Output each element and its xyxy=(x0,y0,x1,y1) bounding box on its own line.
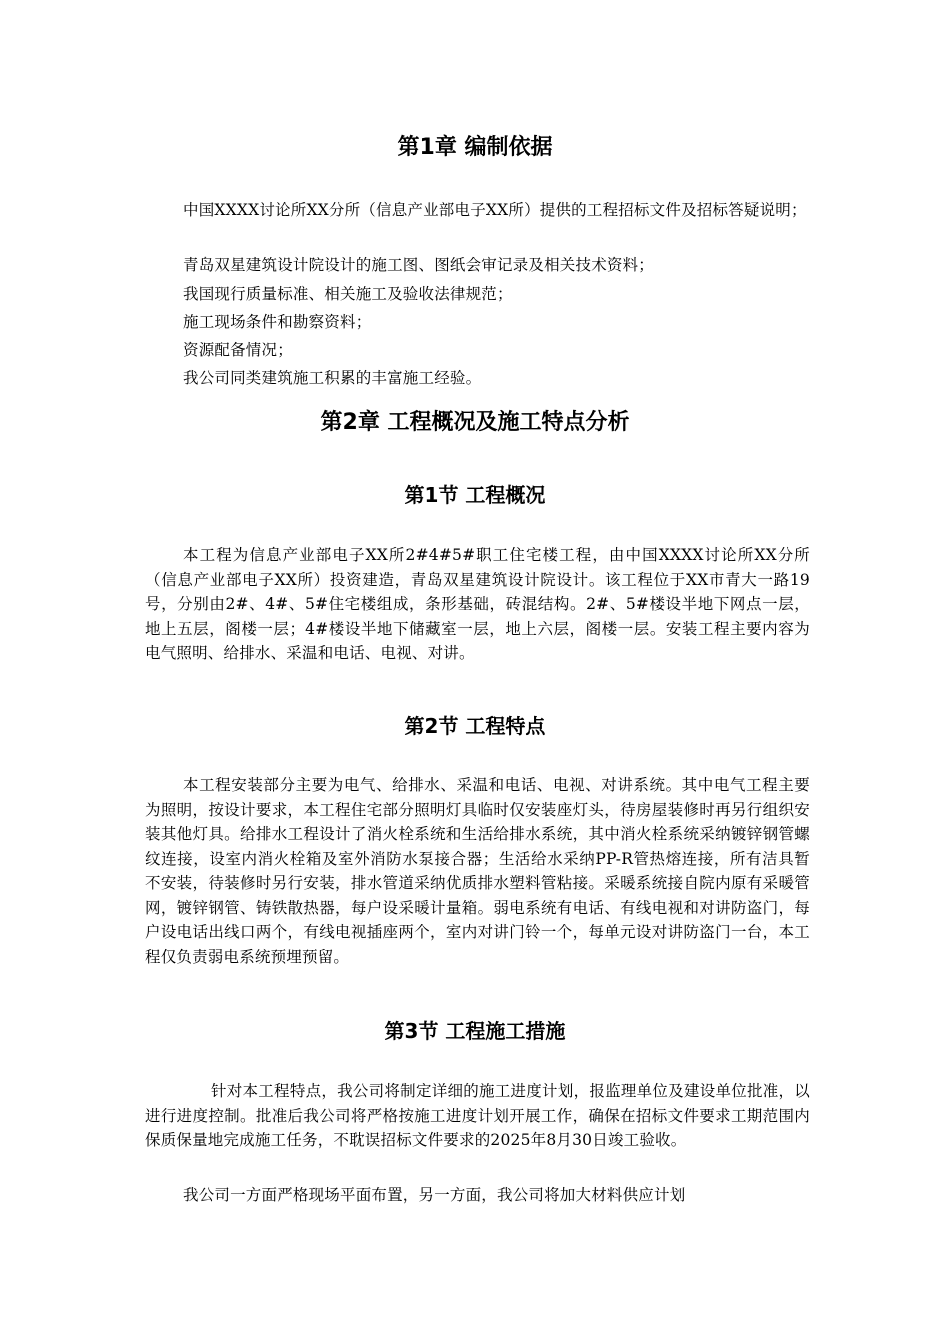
section-3-title: 第3节 工程施工措施 xyxy=(384,1019,566,1043)
basis-item-3: 我国现行质量标准、相关施工及验收法律规范； xyxy=(183,285,513,303)
section-1-text: 本工程为信息产业部电子XX所2#4#5#职工住宅楼工程，由中国XXXX讨论所XX分所（信息产业部电子XX所）投资建造，青岛双星建筑设计院设计。该工程位于XX市青大一路19号，分别由2#、4#、5#住宅楼组成，条形基础，砖混结构。2#、5#楼设半地下网点一层，地上五层，阁楼一层；4#楼设半地下储藏室一层，地上六层，阁楼一层。安装工程主要内容为电气照明、给排水、采温和电话、电视、对讲。 xyxy=(145,546,810,662)
section-2-title: 第2节 工程特点 xyxy=(404,714,546,738)
section-3-paragraph-1: 针对本工程特点，我公司将制定详细的施工进度计划，报监理单位及建设单位批准，以进行进度控制。批准后我公司将严格按施工进度计划开展工作，确保在招标文件要求工期范围内保质保量地完成施工任务，不耽误招标文件要求的2025年8月30日竣工验收。 xyxy=(145,1082,810,1149)
chapter-2-title: 第2章 工程概况及施工特点分析 xyxy=(320,410,630,435)
section-2-text: 本工程安装部分主要为电气、给排水、采温和电话、电视、对讲系统。其中电气工程主要为照明，按设计要求，本工程住宅部分照明灯具临时仅安装座灯头，待房屋装修时再另行组织安装其他灯具。给排水工程设计了消火栓系统和生活给排水系统，其中消火栓系统采纳镀锌钢管螺纹连接，设室内消火栓箱及室外消防水泵接合器；生活给水采纳PP-R管热熔连接，所有洁具暂不安装，待装修时另行安装，排水管道采纳优质排水塑料管粘接。采暖系统接自院内原有采暖管网，镀锌钢管、铸铁散热器，每户设采暖计量箱。弱电系统有电话、有线电视和对讲防盗门，每户设电话出线口两个，有线电视插座两个，室内对讲门铃一个，每单元设对讲防盗门一台，本工程仅负责弱电系统预埋预留。 xyxy=(145,776,810,966)
basis-item-5: 资源配备情况； xyxy=(183,341,293,359)
section-1-title: 第1节 工程概况 xyxy=(404,483,546,507)
basis-item-2: 青岛双星建筑设计院设计的施工图、图纸会审记录及相关技术资料； xyxy=(183,256,655,274)
chapter-1-title: 第1章 编制依据 xyxy=(397,135,553,160)
basis-item-1: 中国XXXX讨论所XX分所（信息产业部电子XX所）提供的工程招标文件及招标答疑说明； xyxy=(183,201,807,219)
basis-item-6: 我公司同类建筑施工积累的丰富施工经验。 xyxy=(183,369,482,387)
section-3-paragraph-2: 我公司一方面严格现场平面布置，另一方面，我公司将加大材料供应计划 xyxy=(183,1186,686,1204)
basis-item-4: 施工现场条件和勘察资料； xyxy=(183,313,372,331)
